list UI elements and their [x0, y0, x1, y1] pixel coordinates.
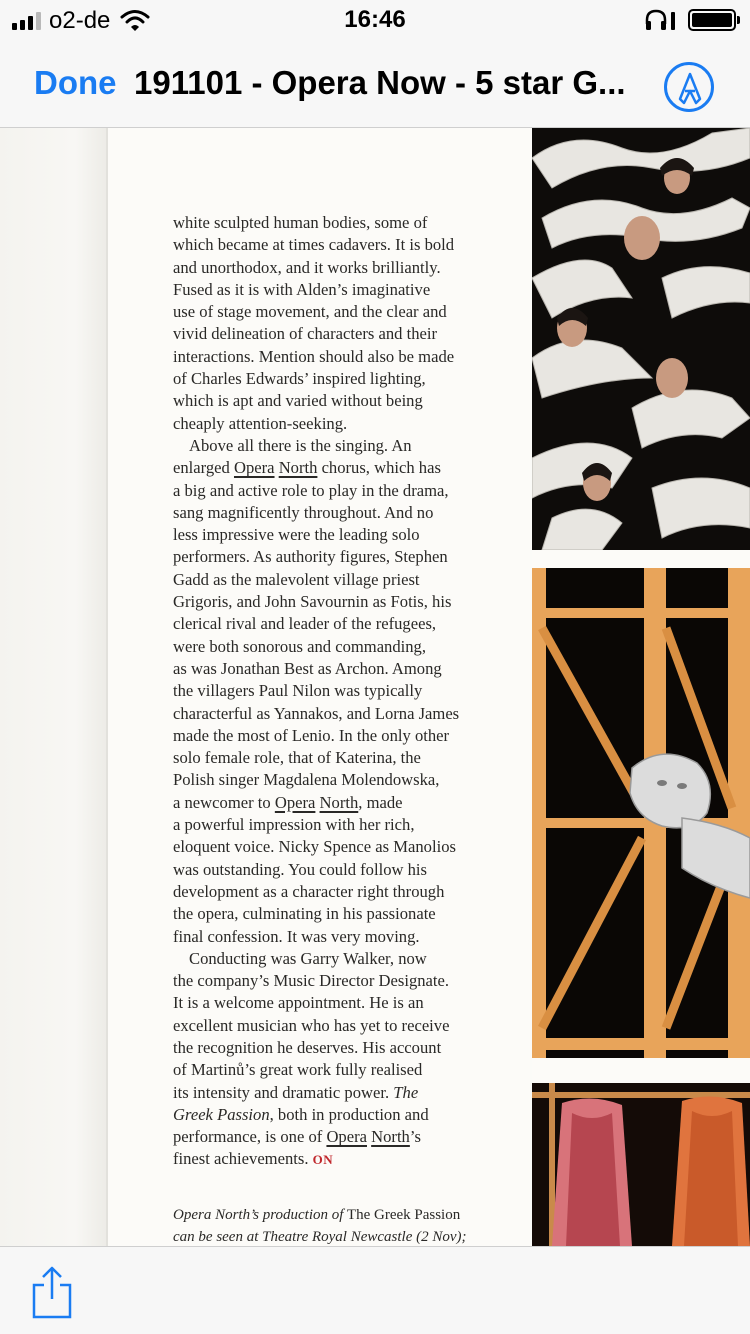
text-line: Grigoris, and John Savournin as Fotis, his: [173, 592, 452, 612]
markup-button[interactable]: [664, 62, 714, 112]
text-run: a newcomer to: [173, 792, 271, 812]
text-line: cheaply attention-seeking.: [173, 413, 348, 433]
caption-italic: can be seen at Theatre Royal Newcastle (2 Nov);: [173, 1229, 467, 1245]
underlined-word: Opera: [233, 458, 275, 478]
text-line: solo female role, that of Katerina, the: [173, 748, 421, 768]
text-line: final confession. It was very moving.: [173, 926, 420, 946]
article-text: [173, 212, 513, 1171]
text-line: [173, 792, 513, 814]
photo-chorus-sculptures: [532, 128, 750, 550]
text-run: its intensity and dramatic power.: [173, 1082, 390, 1102]
status-right: [644, 8, 736, 32]
text-run: , both in production and: [269, 1104, 429, 1124]
text-line: the company’s Music Director Designate.: [173, 971, 450, 991]
underlined-word: North: [371, 1127, 410, 1147]
italic-run: The: [393, 1082, 419, 1102]
text-line: It is a welcome appointment. He is an: [173, 993, 424, 1013]
caption-roman: The Greek Passion: [346, 1207, 461, 1223]
text-run: performance, is one of: [173, 1127, 323, 1147]
text-line: were both sonorous and commanding,: [173, 636, 427, 656]
text-line: and unorthodox, and it works brilliantly.: [173, 257, 441, 277]
text-line: Gadd as the malevolent village priest: [173, 569, 420, 589]
text-line: white sculpted human bodies, some of: [173, 213, 428, 232]
text-line: Fused as it is with Alden’s imaginative: [173, 279, 431, 299]
status-bar: [0, 0, 750, 42]
text-run: chorus, which has: [321, 458, 441, 478]
text-line: a powerful impression with her rich,: [173, 815, 415, 835]
text-line: was outstanding. You could follow his: [173, 859, 427, 879]
battery-icon: [688, 9, 736, 31]
text-line: eloquent voice. Nicky Spence as Manolios: [173, 837, 456, 857]
text-line: [173, 1126, 513, 1148]
text-line: [173, 457, 513, 479]
text-line: [173, 1104, 513, 1126]
clock: 16:46: [344, 6, 406, 33]
photo-gutter: [532, 1058, 750, 1083]
document-viewer[interactable]: [0, 128, 750, 1246]
text-line: characterful as Yannakos, and Lorna James: [173, 703, 460, 723]
photo-scaffold: [532, 568, 750, 1058]
text-line: of Martinů’s great work fully realised: [173, 1060, 423, 1080]
headphones-icon: [644, 8, 678, 32]
text-line: as was Jonathan Best as Archon. Among: [173, 658, 442, 678]
text-line: which became at times cadavers. It is bold: [173, 235, 455, 255]
text-line: [173, 1148, 513, 1170]
end-sign: ON: [312, 1152, 334, 1168]
photo-garments-image: [532, 1083, 750, 1246]
text-line: performers. As authority figures, Stephen: [173, 547, 448, 567]
navigation-bar: [0, 42, 750, 128]
photo-chorus-image: [532, 128, 750, 550]
underlined-word: Opera: [274, 792, 316, 812]
text-line: vivid delineation of characters and their: [173, 324, 438, 344]
text-line: which is apt and varied without being: [173, 391, 423, 411]
text-line: [173, 1082, 513, 1104]
text-line: interactions. Mention should also be made: [173, 346, 455, 366]
markup-pen-icon: [675, 71, 705, 105]
production-caption: [173, 1204, 513, 1246]
text-line: made the most of Lenio. In the only other: [173, 725, 450, 745]
text-line: the opera, culminating in his passionate: [173, 904, 436, 924]
carrier-name: o2-de: [49, 7, 111, 34]
underlined-word: Opera: [326, 1127, 367, 1147]
caption-line: [173, 1226, 513, 1246]
share-button[interactable]: [30, 1265, 74, 1319]
done-button[interactable]: Done: [34, 64, 117, 101]
text-line: Above all there is the singing. An: [189, 435, 412, 455]
document-title: 191101 - Opera Now - 5 star G...: [134, 64, 626, 101]
page-margin: [0, 128, 108, 1246]
text-line: of Charles Edwards’ inspired lighting,: [173, 369, 426, 389]
italic-run: Greek Passion: [173, 1104, 270, 1124]
text-line: a big and active role to play in the drama,: [173, 480, 449, 500]
text-line: development as a character right through: [173, 881, 445, 901]
text-line: the recognition he deserves. His account: [173, 1037, 442, 1057]
text-line: Conducting was Garry Walker, now: [189, 948, 427, 968]
bottom-toolbar: [0, 1246, 750, 1334]
text-line: excellent musician who has yet to receive: [173, 1015, 450, 1035]
text-run: ’s: [409, 1127, 421, 1147]
text-line: less impressive were the leading solo: [173, 525, 420, 545]
text-run: , made: [358, 792, 403, 812]
text-line: the villagers Paul Nilon was typically: [173, 681, 423, 701]
underlined-word: North: [319, 792, 359, 812]
battery-level: [692, 13, 732, 27]
text-run: finest achievements.: [173, 1149, 309, 1169]
photo-gutter: [532, 550, 750, 568]
text-line: clerical rival and leader of the refugees,: [173, 614, 437, 634]
share-icon: [30, 1265, 74, 1319]
text-line: sang magnificently throughout. And no: [173, 502, 434, 522]
underlined-word: North: [278, 458, 318, 478]
caption-line: [173, 1204, 513, 1226]
caption-italic: Opera North’s production of: [173, 1207, 344, 1223]
photo-scaffold-image: [532, 568, 750, 1058]
photo-garments: [532, 1083, 750, 1246]
text-line: use of stage movement, and the clear and: [173, 302, 447, 322]
text-line: Polish singer Magdalena Molendowska,: [173, 770, 440, 790]
text-run: enlarged: [173, 458, 230, 478]
